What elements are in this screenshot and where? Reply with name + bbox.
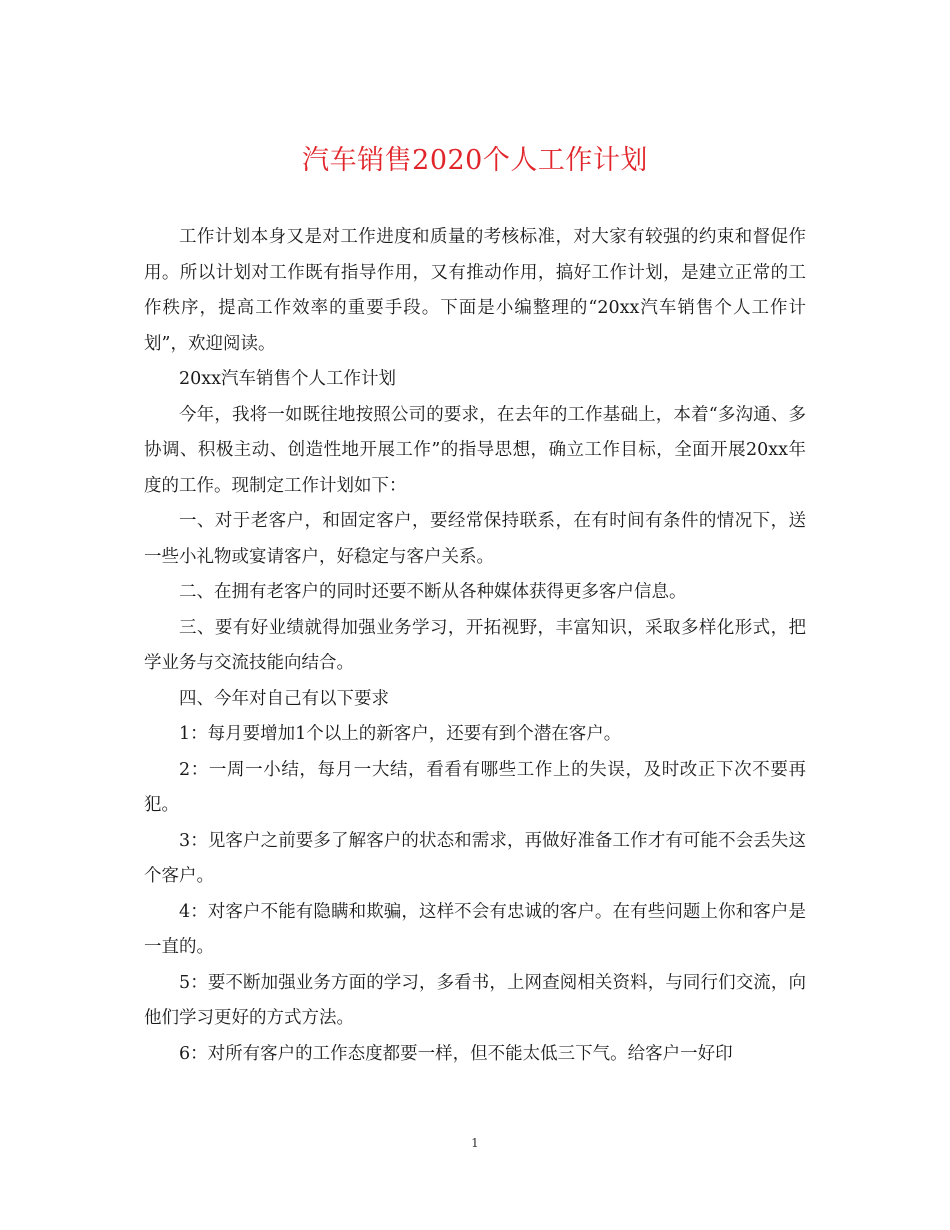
- paragraph-item-2: 2：一周一小结，每月一大结，看看有哪些工作上的失误，及时改正下次不要再犯。: [144, 759, 806, 815]
- paragraph-item-3: 3：见客户之前要多了解客户的状态和需求，再做好准备工作才有可能不会丢失这个客户。: [144, 830, 806, 886]
- paragraph-point-4: 四、今年对自己有以下要求: [179, 688, 389, 709]
- page-number: 1: [471, 1136, 479, 1150]
- paragraph-subtitle: 20xx汽车销售个人工作计划: [179, 369, 397, 389]
- paragraph-intro: 工作计划本身又是对工作进度和质量的考核标准，对大家有较强的约束和督促作用。所以计划对工作既有指导作用，又有推动作用，搞好工作计划，是建立正常的工作秩序，提高工作效率的重要手段。下面是小编整理的“20xx汽车销售个人工作计划”，欢迎阅读。: [144, 227, 806, 354]
- paragraph-point-2: 二、在拥有老客户的同时还要不断从各种媒体获得更多客户信息。: [179, 582, 687, 602]
- paragraph-item-5: 5：要不断加强业务方面的学习，多看书，上网查阅相关资料，与同行们交流，向他们学习更好的方式方法。: [144, 972, 806, 1028]
- paragraph-item-4: 4：对客户不能有隐瞒和欺骗，这样不会有忠诚的客户。在有些问题上你和客户是一直的。: [144, 901, 806, 957]
- paragraph-point-1: 一、对于老客户，和固定客户，要经常保持联系，在有时间有条件的情况下，送一些小礼物或宴请客户，好稳定与客户关系。: [144, 511, 806, 567]
- paragraph-item-1: 1：每月要增加1个以上的新客户，还要有到个潜在客户。: [179, 724, 622, 744]
- paragraph-point-3: 三、要有好业绩就得加强业务学习，开拓视野，丰富知识，采取多样化形式，把学业务与交流技能向结合。: [144, 617, 806, 673]
- document-body: [144, 220, 806, 1072]
- paragraph-overview: 今年，我将一如既往地按照公司的要求，在去年的工作基础上，本着“多沟通、多协调、积极主动、创造性地开展工作”的指导思想，确立工作目标，全面开展20xx年度的工作。现制定工作计划如下：: [144, 404, 806, 496]
- paragraph-item-6: 6：对所有客户的工作态度都要一样，但不能太低三下气。给客户一好印: [179, 1043, 733, 1064]
- document-title: 汽车销售2020个人工作计划: [302, 145, 648, 176]
